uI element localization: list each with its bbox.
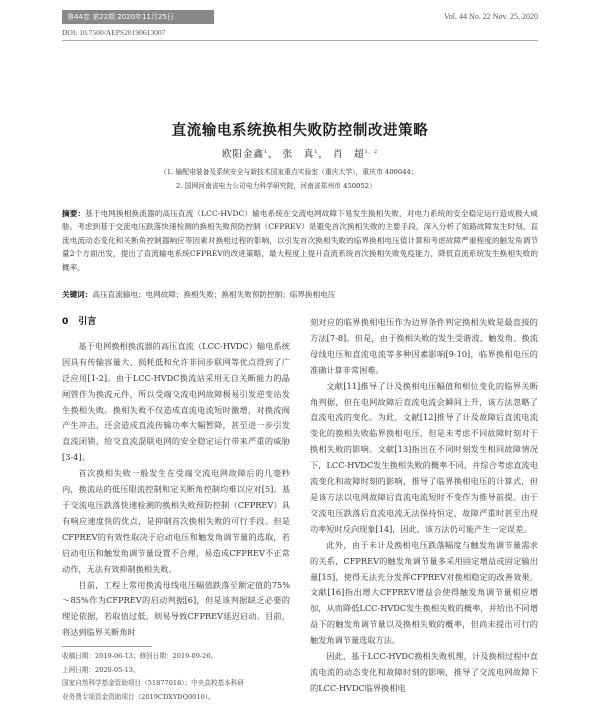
author-list: 欧阳金鑫$^1$， 张 真$^1$， 肖 超$^{1, 2}$ xyxy=(221,148,379,160)
footnote-line: 国家自然科学基金资助项目（51877018）；中央高校基本科研 xyxy=(62,679,244,687)
doi: DOI: 10.7500/AEPS20190613007 xyxy=(62,28,166,37)
body-paragraph: 基于电网换相换流器的高压直流（LCC-HVDC）输电系统因具有传输容量大、损耗低和允许非同步联网等优点得到了广泛应用[1-2]。由于LCC-HVDC换流站采用无自关断能力的晶闸管作为换流元件，所以受端交流电网故障极易引发逆变站发生换相失败。换相失败不仅造成直流电流短时激增，对换流阀产生冲击，还会造成直流传输功率大幅暂降，甚至进一步引发直流闭锁，给交直流混联电网的安全稳定运行带来严重的威胁[3-4]。 xyxy=(62,340,290,463)
abstract-label: 摘要： xyxy=(62,209,86,218)
footnotes xyxy=(62,650,292,704)
journal-issue-banner: 第44卷 第22期 2020年11月25日 xyxy=(62,10,214,24)
abstract-text: 基于电网换相换流器的高压直流（LCC-HVDC）输电系统在交流电网故障下易发生换相失败，对电力系统的安全稳定运行造成极大威胁。考虑到基于交流电压跌落快速检测的换相失败预防控制（CFPREV）是避免首次换相失败的主要手段，深入分析了姐路故障发生时刻、直流电流动态变化和关断角控制器响应等因素对换相过程的影响，以引发首次换相失败的临界换相电压值计算和考虑故障严重程度的触发角调节量2个方面出发，提出了直流输电系统CFPREV的改进策略，最大程度上提升直流系统首次换相失败免疫能力，降低直流系统发生换相失败的概率。 xyxy=(62,209,538,272)
affiliation: 2. 国网河南省电力公司电力科学研究院，河南省郑州市 450052） xyxy=(176,182,376,190)
body-paragraph: 此外，由于未计及换相电压跌落幅度与触发角调节量需求的关系，CFPREV的触发角调节量多采用固定增益或固定输出量[15]，使得无法充分发挥CFPREV对换相稳定的改善效果。文献[16]指出增大CFPREV增益会使得触发角调节量相应增加，从而降低LCC-HVDC发生换相失败的概率，并给出不同增益下的触发角调节量以及换相失败的概率，但尚未提出可行的触发角调节量选取方法。 xyxy=(310,539,538,646)
author-affiliation-mark: 1 xyxy=(264,148,269,155)
author-name: 欧阳金鑫 xyxy=(221,149,264,160)
section-title: 引言 xyxy=(78,317,97,327)
author-affiliation-mark: 1 xyxy=(314,148,319,155)
footnote-line: 上网日期：2020-05-13。 xyxy=(62,665,140,674)
keywords-text: 高压直流输电；电网故障；换相失败；换相失败预防控制；临界换相电压 xyxy=(92,290,336,299)
journal-volume-info: Vol. 44 No. 22 Nov. 25, 2020 xyxy=(443,12,538,21)
header-rule xyxy=(62,40,538,41)
right-column xyxy=(310,315,538,697)
footnote-line: 收稿日期：2019-06-13；修回日期：2019-09-26。 xyxy=(62,652,218,660)
paper-title: 直流输电系统换相失败防控制改进策略 xyxy=(171,123,429,139)
body-paragraph: 文献[11]推导了计及换相电压幅值和相位变化的临界关断角判据，但在电网故障后直流电流会瞬间上升，该方法忽略了直流电流的变化。为此，文献[12]推导了计及故障后直流电流变化的换相失败临界换相电压，但是未考虑不同故障时刻对于换相失败的影响。文献[13]指出在不同时刻发生相同故障情况下，LCC-HVDC发生换相失败的概率不同，并综合考虑直流电流变化和故障时刻的影响，推导了临界换相电压的计算式，但是该方法以电网故障后直流电流短时不变作为推导前提。由于交流电压跌落后直流电流无法保持恒定，故障严重时甚至出现功率短时反向现象[14]，因此，该方法仍可能产生一定误差。 xyxy=(310,380,538,534)
section-heading xyxy=(62,315,290,331)
abstract xyxy=(62,207,538,274)
keywords xyxy=(62,289,335,300)
author-affiliation-mark: 1, 2 xyxy=(364,148,379,155)
affiliation: （1. 输配电装备及系统安全与新技术国家重点实验室（重庆大学），重庆市 400044； xyxy=(160,168,418,176)
footnote-line: 业务费专项资金资助项目（2019CDXYDQ0010）。 xyxy=(62,692,215,701)
section-number: 0 xyxy=(62,317,69,327)
left-column xyxy=(62,315,290,641)
author-name: 张 真 xyxy=(282,149,315,160)
author-name: 肖 超 xyxy=(332,149,365,160)
body-paragraph: 首次换相失败一般发生在受端交流电网故障后的几毫秒内，换流站的低压限流控制和定关断角控制均难以应对[5]。基于交流电压跌落快速检测的换相失败预防控制（CFPREV）具有响应速度快的优点，是抑制首次换相失败的可行手段。但是CFPREV的有效性取决于启动电压和触发角调节量的选取，若启动电压和触发角调节量设置不合理，易造成CFPREV不正常动作，无法有效抑制换相失败。 xyxy=(62,468,290,574)
body-paragraph: 因此，基于LCC-HVDC换相失败机理，计及换相过程中直流电流的动态变化和故障时刻的影响，推导了交流电网故障下的LCC-HVDC临界换相电 xyxy=(310,651,538,693)
keywords-label: 关键词： xyxy=(62,290,93,299)
body-paragraph: 目前，工程上常用换流母线电压幅值跌落至额定值的75%～85%作为CFPREV的启动判据[6]，但是该判据缺乏必要的理论依据，若取值过低，则易导致CFPREV延迟启动。目前，将达到临界关断角时 xyxy=(62,579,290,638)
footnote-rule xyxy=(62,646,152,647)
body-paragraph: 刻对应的临界换相电压作为边界条件判定换相失败是最直接的方法[7-8]。但是，由于换相失败的发生受谐波、触发角、换流母线电压和直流电流等多种因素影响[9-10]，临界换相电压的准确计算非常困难。 xyxy=(310,317,538,375)
